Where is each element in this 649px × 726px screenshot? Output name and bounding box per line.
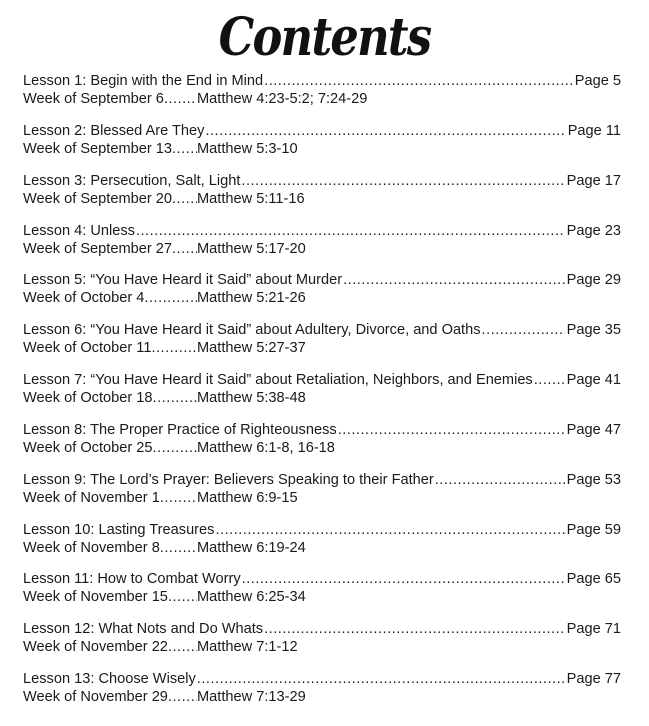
scripture-reference: Matthew 4:23-5:2; 7:24-29: [197, 91, 368, 107]
dot-leader: [151, 340, 197, 356]
lesson-title: Lesson 3: Persecution, Salt, Light: [23, 172, 241, 189]
lesson-row: [23, 570, 621, 588]
lesson-row: [23, 72, 621, 90]
week-label: [23, 638, 197, 656]
week-label: [23, 140, 197, 158]
toc-entry-1: [23, 72, 621, 122]
scripture-reference: Matthew 5:27-37: [197, 340, 306, 357]
lesson-title: Lesson 6: “You Have Heard it Said” about Adultery, Divorce, and Oaths: [23, 322, 481, 339]
scripture-reference: Matthew 6:25-34: [197, 589, 306, 606]
week-text: Week of November 29: [23, 689, 168, 706]
week-label: [23, 539, 197, 557]
dot-leader: [168, 639, 197, 655]
week-row: [23, 539, 621, 557]
scripture-reference: Matthew 5:3-10: [197, 140, 298, 157]
page-number: Page 5: [574, 73, 621, 89]
week-row: [23, 489, 621, 507]
scripture-reference: Matthew 6:19-24: [197, 539, 306, 556]
lesson-title: Lesson 11: How to Combat Worry: [23, 571, 241, 588]
dot-leader: [264, 620, 565, 638]
lesson-title: Lesson 8: The Proper Practice of Righteousness: [23, 421, 337, 438]
week-text: Week of October 25: [23, 439, 153, 456]
lesson-row: [23, 222, 621, 240]
week-text: Week of September 20: [23, 190, 172, 207]
lesson-row: [23, 421, 621, 439]
dot-leader: [144, 290, 197, 306]
scripture-reference: Matthew 7:13-29: [197, 689, 306, 706]
lesson-row: [23, 471, 621, 489]
page-number: Page 77: [566, 671, 621, 688]
toc-entry-8: [23, 421, 621, 471]
toc-entry-9: [23, 471, 621, 521]
lesson-title: Lesson 7: “You Have Heard it Said” about Retaliation, Neighbors, and Enemies: [23, 372, 533, 389]
dot-leader: [482, 321, 565, 339]
page-number: Page 35: [566, 322, 621, 339]
week-row: [23, 289, 621, 307]
week-row: [23, 140, 621, 158]
scripture-reference: Matthew 6:9-15: [197, 489, 298, 506]
lesson-row: [23, 371, 621, 389]
page-number: Page 65: [566, 571, 621, 588]
lesson-row: [23, 521, 621, 539]
dot-leader: [160, 490, 197, 506]
lesson-row: [23, 172, 621, 190]
page-title: Contents: [218, 7, 431, 68]
week-label: [23, 289, 197, 307]
week-row: [23, 90, 621, 108]
lesson-row: [23, 620, 621, 638]
scripture-reference: Matthew 5:17-20: [197, 240, 306, 257]
lesson-row: [23, 670, 621, 688]
lesson-row: [23, 122, 621, 140]
week-label: [23, 489, 197, 507]
toc-entry-3: [23, 172, 621, 222]
lesson-title: Lesson 13: Choose Wisely: [23, 671, 196, 688]
dot-leader: [168, 589, 197, 605]
week-text: Week of October 4: [23, 290, 145, 307]
lesson-title: Lesson 5: “You Have Heard it Said” about Murder: [23, 272, 343, 289]
table-of-contents: [23, 72, 621, 720]
dot-leader: [241, 172, 564, 190]
dot-leader: [172, 191, 197, 207]
week-text: Week of September 6: [23, 91, 164, 107]
toc-entry-4: [23, 222, 621, 272]
week-label: [23, 688, 197, 706]
scripture-reference: Matthew 7:1-12: [197, 639, 298, 656]
dot-leader: [242, 570, 565, 588]
page-number: Page 71: [566, 621, 621, 638]
dot-leader: [153, 390, 197, 406]
scripture-reference: Matthew 6:1-8, 16-18: [197, 439, 335, 456]
scripture-reference: Matthew 5:38-48: [197, 390, 306, 407]
lesson-row: [23, 321, 621, 339]
dot-leader: [136, 222, 565, 240]
dot-leader: [205, 122, 565, 140]
toc-entry-13: [23, 670, 621, 720]
week-text: Week of November 8: [23, 539, 160, 556]
lesson-title: Lesson 4: Unless: [23, 222, 135, 239]
week-text: Week of October 11: [23, 340, 152, 357]
lesson-title: Lesson 9: The Lord’s Prayer: Believers Speaking to their Father: [23, 471, 434, 488]
week-text: Week of October 18: [23, 390, 153, 407]
dot-leader: [172, 141, 197, 157]
week-row: [23, 339, 621, 357]
dot-leader: [172, 241, 197, 257]
week-label: [23, 240, 197, 258]
week-text: Week of November 15: [23, 589, 168, 606]
lesson-title: Lesson 1: Begin with the End in Mind: [23, 73, 264, 89]
scripture-reference: Matthew 5:11-16: [197, 190, 305, 207]
page-number: Page 29: [566, 272, 621, 289]
dot-leader: [168, 689, 197, 705]
toc-entry-6: [23, 321, 621, 371]
page-number: Page 53: [566, 471, 621, 488]
page-number: Page 17: [566, 172, 621, 189]
week-row: [23, 240, 621, 258]
dot-leader: [435, 471, 565, 489]
dot-leader: [197, 670, 565, 688]
scripture-reference: Matthew 5:21-26: [197, 290, 306, 307]
page-number: Page 11: [567, 122, 621, 139]
week-row: [23, 389, 621, 407]
week-label: [23, 389, 197, 407]
lesson-title: Lesson 2: Blessed Are They: [23, 122, 205, 139]
lesson-row: [23, 271, 621, 289]
week-label: [23, 90, 197, 108]
week-text: Week of September 27: [23, 240, 172, 257]
toc-entry-2: [23, 122, 621, 172]
dot-leader: [164, 91, 197, 107]
week-text: Week of September 13: [23, 140, 172, 157]
week-row: [23, 439, 621, 457]
page-number: Page 59: [566, 521, 621, 538]
toc-entry-11: [23, 570, 621, 620]
toc-entry-5: [23, 271, 621, 321]
toc-entry-10: [23, 521, 621, 571]
dot-leader: [215, 521, 564, 539]
dot-leader: [338, 421, 565, 439]
week-row: [23, 588, 621, 606]
page-number: Page 41: [566, 372, 621, 389]
dot-leader: [534, 371, 565, 389]
week-row: [23, 688, 621, 706]
week-label: [23, 588, 197, 606]
dot-leader: [264, 72, 573, 90]
toc-entry-7: [23, 371, 621, 421]
lesson-title: Lesson 12: What Nots and Do Whats: [23, 621, 264, 638]
dot-leader: [160, 540, 197, 556]
dot-leader: [343, 271, 565, 289]
week-text: Week of November 1: [23, 489, 160, 506]
page-number: Page 23: [566, 222, 621, 239]
week-label: [23, 339, 197, 357]
page-number: Page 47: [566, 421, 621, 438]
week-text: Week of November 22: [23, 639, 168, 656]
toc-entry-12: [23, 620, 621, 670]
week-row: [23, 638, 621, 656]
week-row: [23, 190, 621, 208]
dot-leader: [153, 440, 197, 456]
lesson-title: Lesson 10: Lasting Treasures: [23, 521, 215, 538]
week-label: [23, 190, 197, 208]
week-label: [23, 439, 197, 457]
